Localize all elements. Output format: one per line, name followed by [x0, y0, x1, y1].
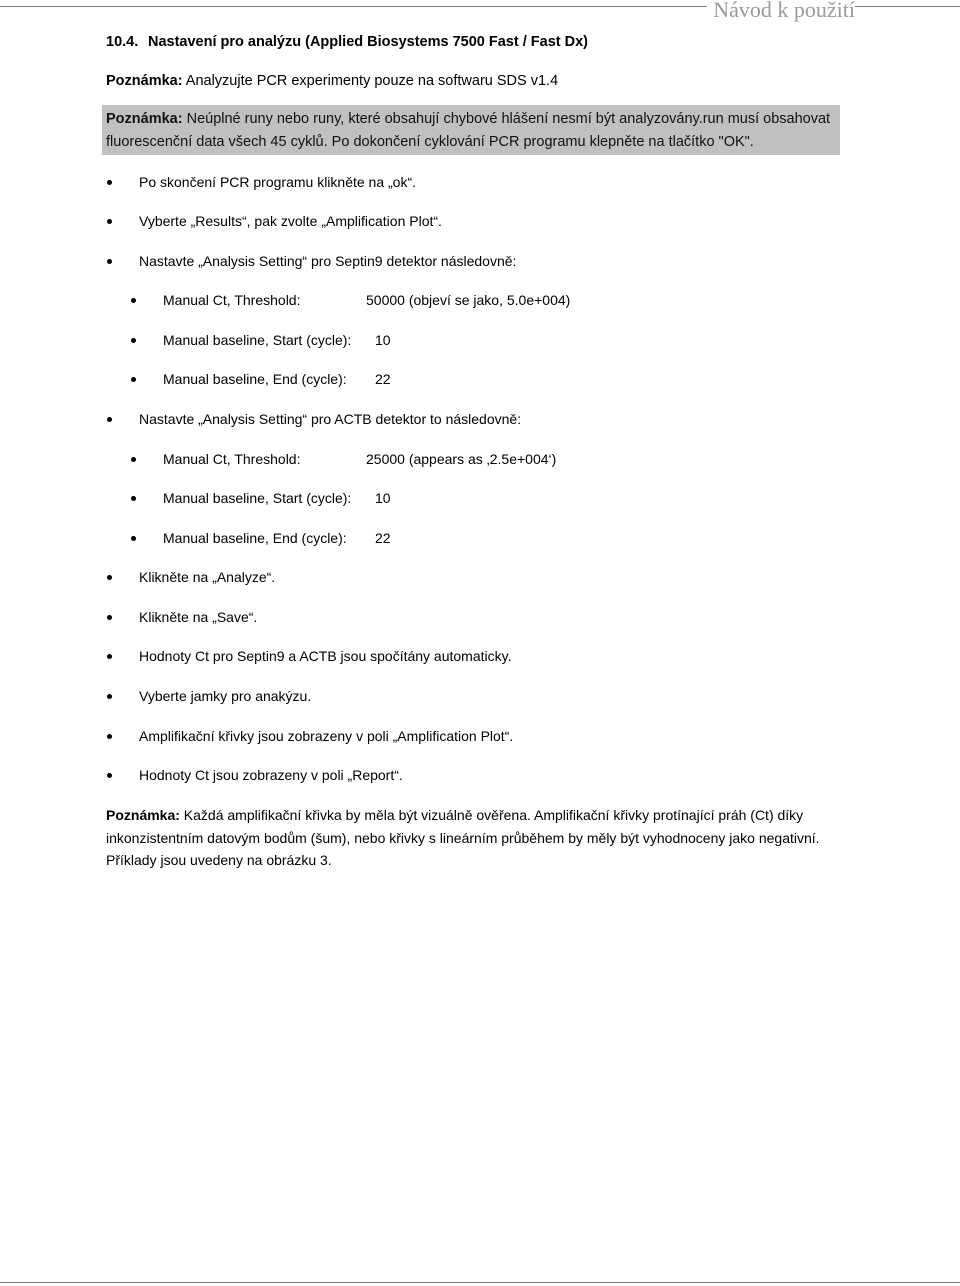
note-software: [106, 72, 558, 90]
setting-value: 25000 (appears as ‚2.5e+004‘): [366, 451, 557, 467]
list-item: [139, 727, 513, 745]
list-item-text: Vyberte jamky pro anakýzu.: [139, 688, 312, 704]
setting-value: 50000 (objeví se jako, 5.0e+004): [366, 292, 571, 308]
list-item: [139, 212, 442, 230]
setting-value: 10: [375, 490, 391, 506]
bullet-icon: [107, 417, 112, 422]
bullet-icon: [131, 457, 136, 462]
setting-label: Manual Ct, Threshold:: [163, 292, 301, 308]
setting-item: [163, 489, 391, 507]
list-item-text: Klikněte na „Save“.: [139, 609, 258, 625]
list-item: [139, 568, 275, 586]
list-item: [139, 687, 311, 705]
list-item-text: Amplifikační křivky jsou zobrazeny v poli „Amplification Plot“.: [139, 728, 514, 744]
note-label: Poznámka:: [106, 111, 183, 127]
list-item: [139, 766, 403, 784]
list-item: [139, 647, 511, 665]
setting-label: Manual baseline, End (cycle):: [163, 530, 347, 546]
setting-label: Manual baseline, Start (cycle):: [163, 332, 352, 348]
bullet-icon: [131, 496, 136, 501]
bullet-icon: [131, 338, 136, 343]
document-header-title: Návod k použití: [707, 0, 855, 24]
setting-label: Manual baseline, End (cycle):: [163, 371, 347, 387]
setting-value: 22: [375, 530, 391, 546]
list-item: [139, 173, 416, 191]
bullet-icon: [107, 615, 112, 620]
setting-item: [163, 450, 557, 468]
note-text: Neúplné runy nebo runy, které obsahují chybové hlášení nesmí být analyzovány.run musí obsahovat fluorescenční data všech 45 cyklů. Po dokončení cyklování PCR programu klepněte na tlačítko "OK".: [106, 111, 831, 150]
list-item-text: Nastavte „Analysis Setting“ pro Septin9 detektor následovně:: [139, 253, 517, 269]
section-heading: [106, 33, 588, 51]
bullet-icon: [107, 219, 112, 224]
note-text: Každá amplifikační křivka by měla být vizuálně ověřena. Amplifikační křivky protínající práh (Ct) díky inkonzistentním datovým bodům (šum), nebo křivky s lineárním průběhem by měly být vyhodnoceny jako negativní. Příklady jsou uvedeny na obrázku 3.: [106, 807, 820, 868]
list-item-text: Hodnoty Ct pro Septin9 a ACTB jsou spočítány automaticky.: [139, 648, 512, 664]
list-item-text: Nastavte „Analysis Setting“ pro ACTB detektor to následovně:: [139, 411, 522, 427]
list-item: [139, 410, 521, 428]
setting-item: [163, 331, 391, 349]
setting-item: [163, 370, 391, 388]
bullet-icon: [131, 377, 136, 382]
setting-item: [163, 291, 571, 309]
note-incomplete-runs: [106, 108, 846, 154]
bullet-icon: [107, 734, 112, 739]
list-item-text: Klikněte na „Analyze“.: [139, 569, 276, 585]
list-item: [139, 608, 257, 626]
setting-value: 22: [375, 371, 391, 387]
setting-value: 10: [375, 332, 391, 348]
list-item-text: Hodnoty Ct jsou zobrazeny v poli „Report“.: [139, 767, 403, 783]
list-item-text: Po skončení PCR programu klikněte na „ok“.: [139, 174, 417, 190]
bullet-icon: [107, 773, 112, 778]
bullet-icon: [107, 654, 112, 659]
list-item: [139, 252, 516, 270]
section-title: Nastavení pro analýzu (Applied Biosystems 7500 Fast / Fast Dx): [148, 34, 588, 50]
bullet-icon: [107, 694, 112, 699]
note-label: Poznámka:: [106, 807, 180, 823]
setting-item: [163, 529, 391, 547]
bullet-icon: [107, 575, 112, 580]
note-amplification-curves: [106, 804, 846, 872]
bullet-icon: [131, 536, 136, 541]
footer-rule: [0, 1282, 960, 1283]
note-text: Analyzujte PCR experimenty pouze na softwaru SDS v1.4: [182, 73, 559, 89]
bullet-icon: [131, 298, 136, 303]
bullet-icon: [107, 180, 112, 185]
setting-label: Manual baseline, Start (cycle):: [163, 490, 352, 506]
list-item-text: Vyberte „Results“, pak zvolte „Amplification Plot“.: [139, 213, 442, 229]
setting-label: Manual Ct, Threshold:: [163, 451, 301, 467]
note-label: Poznámka:: [106, 73, 183, 89]
bullet-icon: [107, 259, 112, 264]
section-number: 10.4.: [106, 34, 139, 50]
